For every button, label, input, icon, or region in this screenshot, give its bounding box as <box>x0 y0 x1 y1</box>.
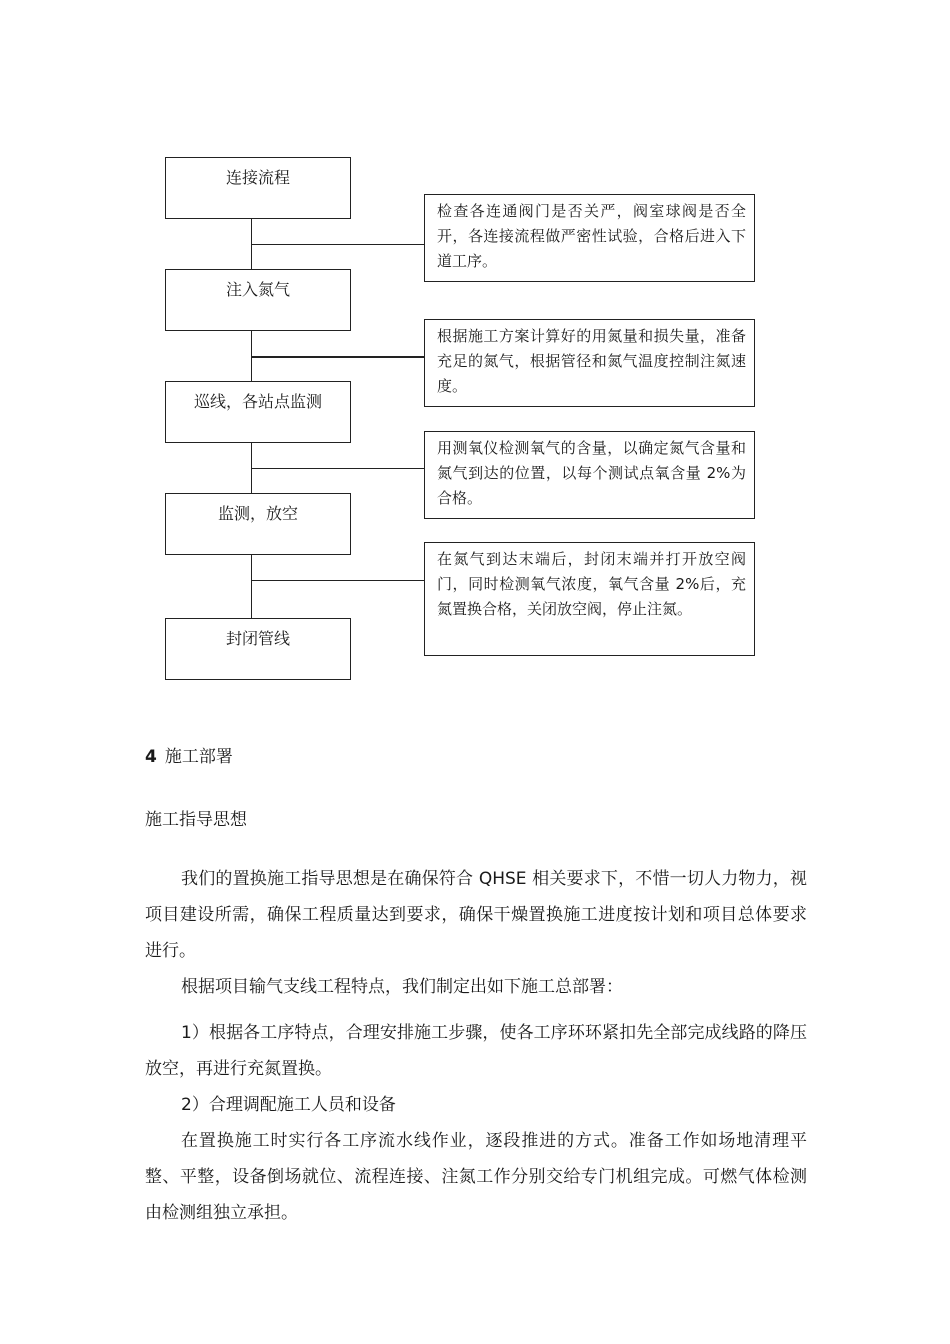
subheading: 施工指导思想 <box>145 810 247 830</box>
paragraph-deployment-intro: 根据项目输气支线工程特点，我们制定出如下施工总部署： <box>181 977 623 997</box>
note-connector <box>251 356 424 358</box>
flow-step-connect: 连接流程 <box>165 157 351 219</box>
flow-step-seal-pipeline: 封闭管线 <box>165 618 351 680</box>
section-title: 施工部署 <box>164 747 233 767</box>
paragraph-guiding-idea: 我们的置换施工指导思想是在确保符合 QHSE 相关要求下，不惜一切人力物力，视项目建设所需，确保工程质量达到要求，确保干燥置换施工进度按计划和项目总体要求进行。 <box>145 869 807 961</box>
section-heading <box>145 745 233 769</box>
flow-note-vent: 在氮气到达末端后，封闭末端并打开放空阀门，同时检测氧气浓度，氧气含量 2%后，充氮置换合格，关闭放空阀，停止注氮。 <box>424 542 755 656</box>
flow-step-monitor-vent: 监测，放空 <box>165 493 351 555</box>
flow-note-monitor: 用测氧仪检测氧气的含量，以确定氮气含量和氮气到达的位置，以每个测试点氧含量 2%为合格。 <box>424 431 755 519</box>
paragraph-item-1: 1）根据各工序特点，合理安排施工步骤，使各工序环环紧扣先全部完成线路的降压放空，再进行充氮置换。 <box>145 1023 807 1079</box>
section-number: 4 <box>145 747 157 767</box>
note-connector <box>251 468 424 469</box>
note-connector <box>251 580 424 581</box>
flow-note-inject: 根据施工方案计算好的用氮量和损失量，准备充足的氮气，根据管径和氮气温度控制注氮速度。 <box>424 319 755 407</box>
paragraph-item-2: 2）合理调配施工人员和设备 <box>181 1095 396 1115</box>
flow-note-connect: 检查各连通阀门是否关严，阀室球阀是否全开，各连接流程做严密性试验，合格后进入下道工序。 <box>424 194 755 282</box>
flow-connector <box>251 555 252 618</box>
flow-step-inject-nitrogen: 注入氮气 <box>165 269 351 331</box>
paragraph-pipeline-work: 在置换施工时实行各工序流水线作业，逐段推进的方式。准备工作如场地清理平整、平整，设备倒场就位、流程连接、注氮工作分别交给专门机组完成。可燃气体检测由检测组独立承担。 <box>145 1131 807 1223</box>
flow-step-patrol-monitor: 巡线，各站点监测 <box>165 381 351 443</box>
note-connector <box>251 244 424 245</box>
